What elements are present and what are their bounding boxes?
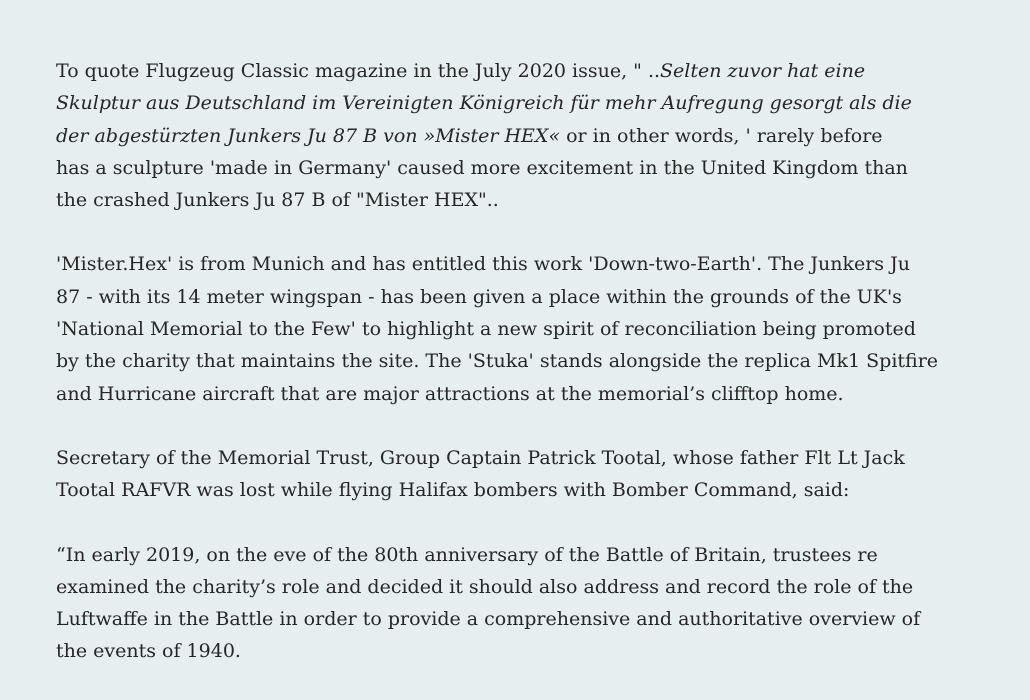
paragraph-mister-hex bbox=[56, 248, 986, 409]
text-line: Secretary of the Memorial Trust, Group Captain Patrick Tootal, whose father Flt Lt Jack bbox=[56, 446, 905, 469]
article-body bbox=[56, 55, 986, 700]
german-quote-span: Selten zuvor hat eine bbox=[660, 60, 866, 82]
text-line: Luftwaffe in the Battle in order to provide a comprehensive and authoritative overview of bbox=[56, 608, 921, 631]
text-line: and Hurricane aircraft that are major attractions at the memorial’s clifftop home. bbox=[56, 382, 844, 405]
paragraph-secretary bbox=[56, 442, 986, 507]
paragraph-trustee-quote bbox=[56, 539, 986, 668]
text-line: 'National Memorial to the Few' to highlight a new spirit of reconciliation being promoted bbox=[56, 318, 916, 341]
text-line: the crashed Junkers Ju 87 B of "Mister HEX".. bbox=[56, 189, 499, 212]
text-line: examined the charity’s role and decided it should also address and record the role of the bbox=[56, 575, 914, 598]
text-line: the events of 1940. bbox=[56, 640, 241, 663]
german-quote-span: der abgestürzten Junkers Ju 87 B von »Mister HEX« bbox=[56, 124, 561, 147]
german-quote-line: Skulptur aus Deutschland im Vereinigten Königreich für mehr Aufregung gesorgt als die bbox=[56, 92, 912, 115]
text-line: “In early 2019, on the eve of the 80th anniversary of the Battle of Britain, trustees re bbox=[56, 543, 878, 566]
text-span: To quote Flugzeug Classic magazine in the July 2020 issue, " .. bbox=[56, 60, 661, 82]
text-span: or in other words, ' rarely before bbox=[560, 124, 883, 147]
text-line: 'Mister.Hex' is from Munich and has entitled this work 'Down-two-Earth'. The Junkers Ju bbox=[56, 253, 910, 276]
text-line bbox=[56, 55, 986, 87]
text-line: has a sculpture 'made in Germany' caused more excitement in the United Kingdom than bbox=[56, 156, 908, 179]
text-line bbox=[56, 120, 986, 152]
text-line: by the charity that maintains the site. The 'Stuka' stands alongside the replica Mk1 Spitfire bbox=[56, 350, 939, 373]
text-line: 87 - with its 14 meter wingspan - has been given a place within the grounds of the UK's bbox=[56, 285, 902, 308]
text-line: Tootal RAFVR was lost while flying Halifax bombers with Bomber Command, said: bbox=[56, 479, 850, 502]
paragraph-flugzeug-quote bbox=[56, 55, 986, 216]
